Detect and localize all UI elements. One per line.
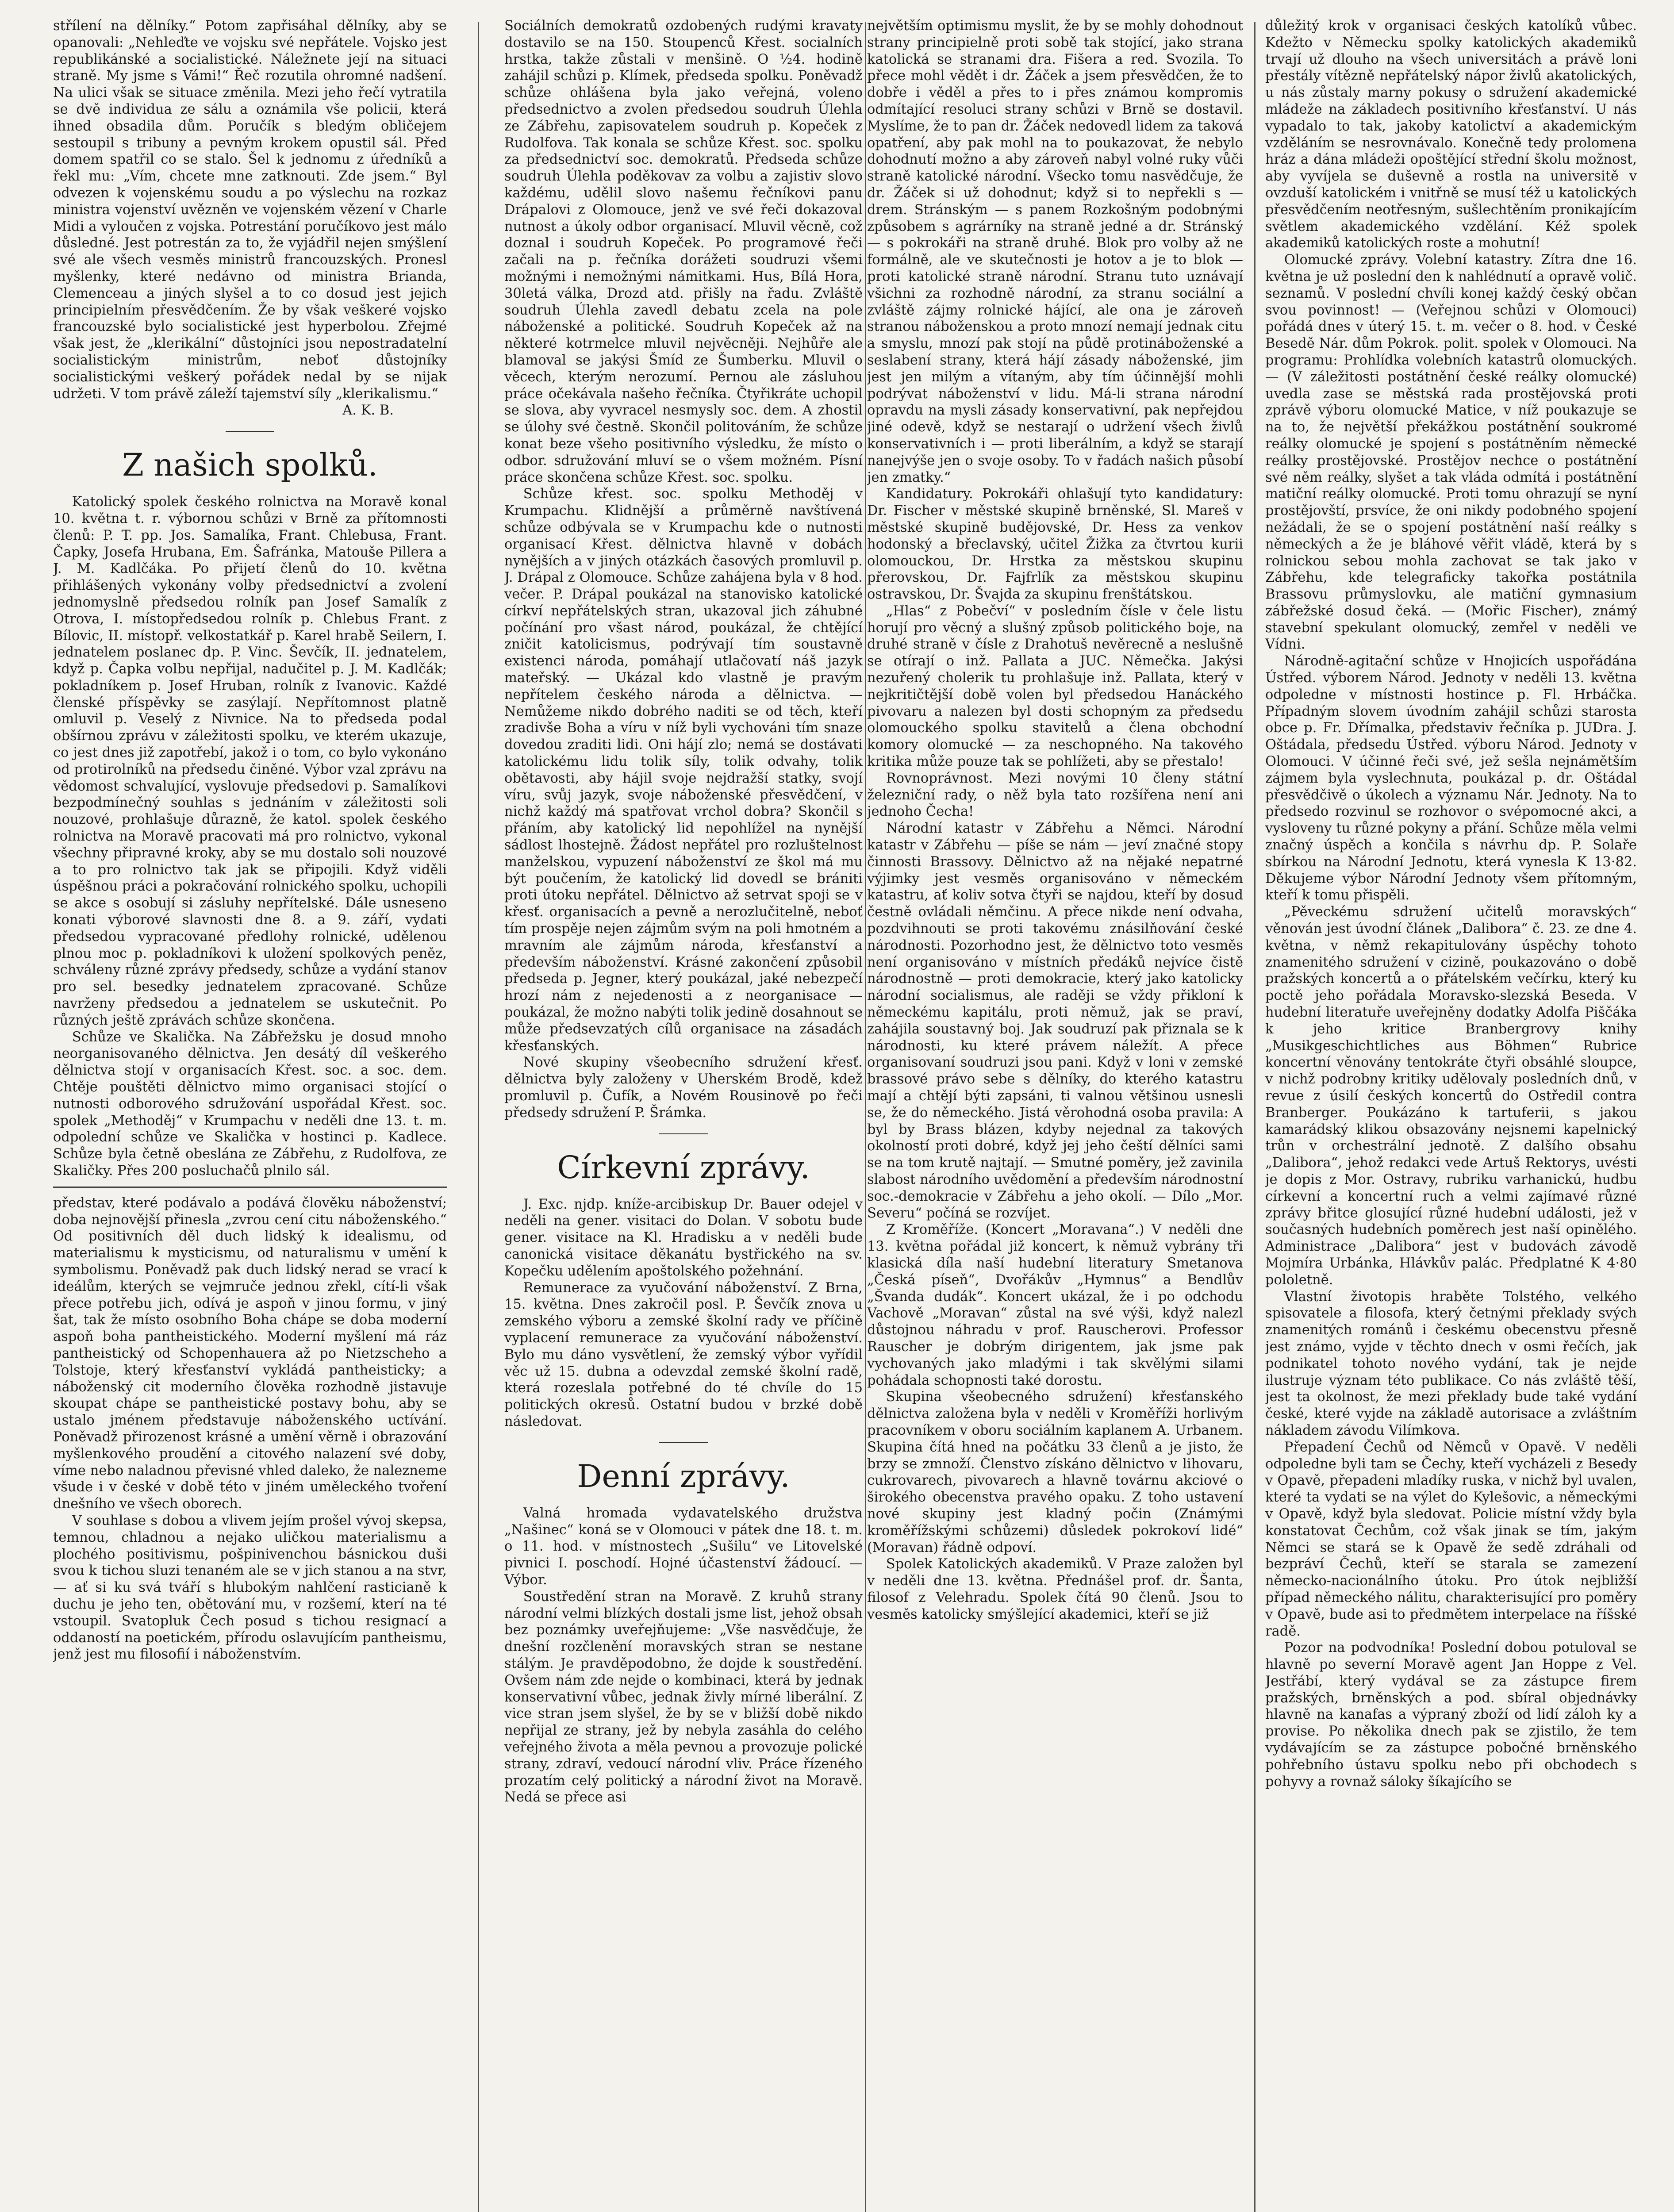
article-paragraph: Sociálních demokratů ozdobených rudými kravaty dostavilo se na 150. Stoupenců Křest. socialních hrstka, takže zůstali v menšině. O ½4. hodině zahájil schůzi p. Klímek, předseda spolku. Poněvadž schůze ohlášena byla jako veřejná, voleno předsednictvo a zvolen předsedou soudruh Úlehla ze Zábřehu, zapisovatelem soudruh p. Kopeček z Rudolfova. Tak konala se schůze Křest. soc. spolku za předsednictví soc. demokratů. Předseda schůze soudruh Úlehla poděkovav za volbu a zajistiv slovo každému, udělil slovo našemu řečníkovi panu Drápalovi z Olomouce, jenž ve své řeči dokazoval nutnost a úkoly odbor organisací. Mluvil věcně, což doznal i soudruh Kopeček. Po programové řeči začali na p. řečníka dorážeti soudruzi všemi možnými i nemožnými námitkami. Hus, Bílá Hora, 30letá válka, Drozd atd. přišly na řadu. Zvláště soudruh Úlehla zavedl debatu zcela na pole náboženské a politické. Soudruh Kopeček až na některé kotrmelce mluvil nejvěcněji. Nejhůře ale blamoval se jakýsi Šmíd ze Šumberku. Mluvil o věcech, kterým nerozumí. Pernou ale zásluhou práce očekávala našeho řečníka. Čtyřikráte uchopil se slova, aby vyvracel nesmysly soc. dem. A zhostil se úlohy své čestně. Skončil politováním, že schůze konat beze všeho positivního výsledku, že místo o odbor. sdružování mluví se o všem možném. Písní práce skončena schůze Křest. soc. spolku. bbox=[504, 18, 863, 485]
separator bbox=[53, 425, 447, 434]
column-3 bbox=[867, 18, 1243, 2212]
article-paragraph: střílení na dělníky.“ Potom zapřisáhal dělníky, aby se opanovali: „Nehleďte ve vojsku své nepřátele. Vojsko jest republikánské a socialistické. Náležnete její na situaci straně. My jsme s Vámi!“ Řeč rozutila ohromné nadšení. Na ulici však se situace změnila. Mezi jeho řečí vytratila se dvě individua ze sálu a oznámila vše policii, která ihned obsadila dům. Poručík s bledým obličejem sestoupil s tribuny a pevným krokem opustil sál. Před domem spatřil co se stalo. Šel k jednomu z úředníků a řekl mu: „Vím, chcete mne zatknouti. Zde jsem.“ Byl odvezen k vojenskému soudu a po výslechu na rozkaz ministra vojenství uvězněn ve vojenském vězení v Charle Midi a vyloučen z vojska. Potrestání poručíkovo jest málo důsledné. Jest potrestán za to, že vyjádřil nejen smýšlení své ale všech vesměs ministrů francouzských. Pronesl myšlenky, které nedávno od ministra Brianda, Clemenceau a jiných slyšel a to co dosud jest jejich principielním přesvědčením. Že by však veškeré vojsko francouzské bylo socialistické jest hyperbolou. Zřejmé však jest, že „klerikální“ důstojníci jsou nepostradatelní socialistickým ministrům, neboť důstojníky socialistickými veškerý pořádek nedal by se nijak udržeti. V tom právě záleží tajemství síly „klerikalismu.“ bbox=[53, 18, 447, 402]
article-paragraph: Vlastní životopis hraběte Tolstého, velkého spisovatele a filosofa, který četnými překlady svých znamenitých románů i českému obecenstvu přesně jest známo, vyjde v těchto dnech v osmi řečích, jak podnikatel tohoto nového vydání, tak je nejde ilustruje význam této publikace. Co nás zvláště těší, jest ta okolnost, že mezi překlady bude také vydání české, které vyjde na základě autorisace a zvláštním nákladem závodu Vilímkova. bbox=[1265, 1289, 1637, 1438]
article-paragraph: Remunerace za vyučování náboženství. Z Brna, 15. května. Dnes zakročil posl. P. Ševčík znova u zemského výboru a zemské školní rady ve příčině vyplacení remunerace za vyučování náboženství. Bylo mu dáno vysvětlení, že zemský výbor vyřídil věc už 15. dubna a odevzdal zemské školní radě, která rozeslala potřebné do té chvíle do 15 politických okresů. Ostatní budou v brzké době následovat. bbox=[504, 1280, 863, 1429]
article-paragraph: Pozor na podvodníka! Poslední dobou potuloval se hlavně po severní Moravě agent Jan Hoppe z Vel. Jestřábí, který vydával se za zástupce firem pražských, brněnských a pod. sbíral objednávky hlavně na kanafas a výpraný zboží od lidí záloh ky a provise. Po několika dnech pak se zjistilo, že tem vydávajícím se za zástupce pobočné brněnského pohřebního ústavu spolku nebo při obchodech s pohyvy a rovnaž sáloky šíkajícího se bbox=[1265, 1640, 1637, 1790]
article-paragraph: Soustředění stran na Moravě. Z kruhů strany národní velmi blízkých dostali jsme list, jehož obsah bez poznámky uveřejňujeme: „Vše nasvědčuje, že dnešní rozčlenění moravských stran se nestane stálým. Je pravděpodobno, že dojde k soustředění. Ovšem nám zde nejde o kombinaci, která by jednak konservativní vůbec, jednak živly mírné liberální. Z vice stran jsem slyšel, že by se v bližší době nikdo nepřijal ze strany, jež by nebyla zasáhla do celého veřejného života a měla pevnou a provozuje polické strany, zdraví, vedoucí národní vliv. Práce řízeného prozatím celý politický a národní život na Moravě. Nedá se přece asi bbox=[504, 1589, 863, 1805]
section-heading: Z našich spolků. bbox=[122, 447, 378, 484]
article-paragraph: V souhlase s dobou a vlivem jejím prošel vývoj skepsa, temnou, chladnou a nejako uličkou materialismu a plochého positivismu, pošpinivenchou básnickou duši svou k tichou sluzi tenaném ale se v jich stanou a na stvr, — ať si ku svá tváří s hlubokým nahlčení rasticianě k duchu je jeho ten, obětování mu, v rozšemí, kterí na té vstoupil. Svatopluk Čech posud s tichou resignací a oddaností na poetickém, přírodu oslavujícím pantheismu, jenž jest mu filosofií i náboženstvím. bbox=[53, 1513, 447, 1663]
article-paragraph: Přepadení Čechů od Němců v Opavě. V neděli odpoledne byli tam se Čechy, kteří vycházeli z Besedy v Opavě, přepadeni mladíky ruska, v nichž byl uvalen, které ta vydati se na výlet do Kylešovic, a německými v Opavě, když byla sledovat. Policie místní vždy byla konstatovat Čechům, což však jinak se tím, jakým Němci se stará se k Opavě že sedě zdráhali od bezpráví Čechů, kteří se starala se zamezení německo-nacionálního útoku. Pro útok nejbližší případ německého nálitu, charakterisující pro poměry v Opavě, bude asi to předmětem interpelace na říšské radě. bbox=[1265, 1439, 1637, 1639]
horizontal-rule bbox=[53, 1187, 447, 1188]
article-paragraph: Schůze křest. soc. spolku Methoděj v Krumpachu. Klidnější a průměrně navštívená schůze odbývala se v Krumpachu kde o nutnosti organisací Křest. dělnictva hlavně v dobách nynějších a v jiných otázkách časových promluvil p. J. Drápal z Olomouce. Schůze zahájena byla v 8 hod. večer. P. Drápal poukázal na stanovisko katolické církví nepřátelských stran, ukazoval jich záhubné počínání pro všast národ, poukázal, že chtějící zničit katolicismus, podrývají tím soustavně existenci národa, pomáhají utlačovatí náš jazyk mateřský. — Ukázal kdo vlastně je pravým nepřítelem českého národa a dělnictva. — Nemůžeme nikdo dobrého naditi se od těch, kteří zradivše Boha a víru v níž byli vychováni tím snaze dovedou zraditi lidi. Oni hájí zlo; nemá se dostávati katolickému lidu tolik síly, tolik odvahy, tolik obětavosti, aby hájil svoje nejdražší statky, svojí víru, svůj jazyk, svoje náboženské přesvědčení, v nichž každý má spatřovat vrchol dobra? Skončil s přáním, aby katolický lid nepohlížel na nynější sádlost lhostejně. Žádost nepřátel pro rozluštelnost manželskou, vypuzení náboženství ze škol má mu být poučením, že katolický lid dovedl se brániti proti útoku nepřátel. Dělnictvo až setrvat spoji se v křesť. organisacích a pevně a nerozlučitelně, neboť tím prospěje nejen zájmům svým na poli hmotném a mravním ale zájmům národa, křesťanství a především náboženství. Krásné zakončení způsobil předseda p. Jegner, který poukázal, jaké nebezpečí hrozí nám z nejedenosti a z neorganisace — poukázal, že možno nabýti tolik jedině dosahnout se může předsevzatých cílů organisace na zásadách křesťanských. bbox=[504, 486, 863, 1054]
article-paragraph: největším optimismu myslit, že by se mohly dohodnout strany principielně proti sobě tak stojící, jako strana katolická se stranami dra. Fišera a red. Svozila. To přece mohl vědět i dr. Žáček a jsem přesvědčen, že to dobře i věděl a přes to i přes známou kompromis odmítající resoluci strany schůzi v Brně se dostavil. Myslíme, že to pan dr. Žáček nedovedl lidem za taková opatření, aby pak mohl na to poukazovat, že nebylo dohodnutí možno a aby zároveň nabyl volné ruky vůči straně katolické národní. Všecko tomu nasvědčuje, že dr. Žáček si už dohodnut; když si to nepřekli s — drem. Stránským — s panem Rozkošným podobnými způsobem s agrárníky na straně jedné a dr. Stránský — s pokrokáři na straně druhé. Blok pro volby až ne formálně, ale ve skutečnosti je hotov a je to blok — proti katolické straně národní. Stranu tuto uznávají všichni za rozhodně národní, za stranu sociální a zvláště zájmy rolnické hájící, ale ona je zároveň stranou náboženskou a proto mnozí nemají jednak citu a smyslu, mnozí pak stojí na půdě protináboženské a seslabení strany, která hájí zásady náboženské, jim jest jen milým a vítaným, aby tím účinnější mohli podrývat náboženství v lidu. Má-li strana národní opravdu na mysli zásady konservativní, pak nepřejdou jiné odevě, když se nestarají o udržení všech živlů konservativních i — proti liberálním, a když se starají nanejvýše jen o svoje osoby. To v řadách našich působí jen zmatky.“ bbox=[867, 18, 1243, 485]
separator bbox=[504, 1436, 863, 1445]
article-paragraph: „Pěveckému sdružení učitelů moravských“ věnován jest úvodní článek „Dalibora“ č. 23. ze dne 4. května, v němž rekapitulovány úspěchy tohoto znamenitého sdružení v cizině, poukazováno o době pražských koncertů a o přátelském večírku, který ku poctě jeho pořádala Moravsko-slezská Beseda. V hudební literatuře uveřejněny dodatky Adolfa Piščáka k jeho kritice Branbergrovy knihy „Musikgeschichtliches aus Böhmen“ Rubrice koncertní věnovány tentokráte čtyři obsáhlé sloupce, v nichž podrobny kritiky udělovaly posledních dnů, v revue z úsilí českých koncertů do Ostředil contra Branberger. Poukázáno k tartuferii, s jakou kamarádský klikou obsazovány nejsnemi kapelnický trůn v orchestrální jednotě. Z dalšího obsahu „Dalibora“, jehož redakci vede Artuš Rektorys, uvésti je dopis z Mor. Ostravy, rubriku varhanickú, hudbu církevní a koncertní ruch a velmi zajímavé různé zprávy břitce glosující různé hudební události, jež v současných hudebních poměrech jest naší opinělého. Administrace „Dalibora“ jest v budovách závodě Mojmíra Urbánka, Hlávkův palác. Předplatné K 4·80 pololetně. bbox=[1265, 904, 1637, 1288]
article-paragraph: Rovnoprávnost. Mezi novými 10 členy státní železniční rady, o něž byla tato rozšířena není ani jednoho Čecha! bbox=[867, 770, 1243, 820]
section-heading: Denní zprávy. bbox=[577, 1458, 790, 1494]
article-paragraph: J. Exc. njdp. kníže-arcibiskup Dr. Bauer odejel v neděli na gener. visitaci do Dolan. V sobotu bude gener. visitace na Kl. Hradisku a v neděli bude canonická visitace děkanátu bystřického na sv. Kopečku udělením apoštolského požehnání. bbox=[504, 1196, 863, 1279]
column-rule bbox=[1254, 22, 1256, 2212]
author-signature: A. K. B. bbox=[342, 403, 394, 419]
article-paragraph: Valná hromada vydavatelského družstva „Našinec“ koná se v Olomouci v pátek dne 18. t. m. o 11. hod. v místnostech „Sušilu“ ve Litovelské pivnici I. poschodí. Hojné účastenství žádoucí. — Výbor. bbox=[504, 1505, 863, 1588]
article-paragraph: důležitý krok v organisaci českých katolíků vůbec. Kdežto v Německu spolky katolických akademiků trvají už dlouho na všech universitách a právě loni přestály vítězně nepřátelský nápor živlů akatolických, u nás zůstaly marny pokusy o sdružení akademické mládeže na základech positivního křesťanství. U nás vypadalo to tak, jakoby katolictví a akademickým vzděláním se nesrovnávalo. Konečně tedy prolomena hráz a dána mládeži opoštějící střední školu možnost, aby vyvíjela se duševně a rostla na universitě v ovzduší katolickém i vnitřně se musí též u katolických přesvědčením neotřesným, sušlechtěním pronikajícím světlem akademického vzdělání. Kéž spolek akademiků katolických roste a mohutní! bbox=[1265, 18, 1637, 251]
section-heading: Církevní zprávy. bbox=[557, 1149, 810, 1186]
article-paragraph: představ, které podávalo a podává člověku náboženství; doba nejnovější přinesla „zvrou cení citu náboženského.“ Od positivních děl duch lidský k idealismu, od materialismu k mysticismu, od naturalismu v umění k symbolismu. Poněvadž pak duch lidský nerad se vrací k ideálům, kterých se vejmruče jednou zřekl, cítí-li však přece potřebu jich, odívá je aspoň v jinou formu, v jiný šat, tak že místo osobního Boha chápe se doba moderní aspoň boha pantheistického. Moderní myšlení má ráz pantheistický od Schopenhauera až po Nietzscheho a Tolstoje, který křesťanství vykládá pantheisticky; a náboženský cit moderního člověka rozhodně jistavuje skoupat chápe se pantheistické postavy bohu, aby se ustalo jménem představuje náboženského uctívání. Poněvadž přirozenost krásné a umění věrně i obrazování myšlenkového proudění a citového nalazení své doby, víme nebo naladnou převisné vhled daleko, že nalezneme všude i v české v době této v jiném uměleckého tvoření dnešního ve všech oborech. bbox=[53, 1195, 447, 1512]
separator bbox=[504, 1128, 863, 1136]
article-paragraph: Národně-agitační schůze v Hnojicích uspořádána Ústřed. výborem Národ. Jednoty v neděli 13. května odpoledne v místnosti hostince p. Fl. Hrbáčka. Případným slovem úvodním zahájil schůzi starosta obce p. Fr. Dřímalka, představiv řečníka p. JUDra. J. Oštádala, předsedu Ústřed. výboru Národ. Jednoty v Olomouci. V účinné řeči své, jež sešla nejnámětším zájmem byla vyslechnuta, poukázal p. dr. Oštádal přesvědčivě o úkolech a významu Nár. Jednoty. Na to předsedo rozvinul se rozhovor o svépomocné akci, a vysloveny tu různé pokyny a přání. Schůze měla velmi značný úspěch a končila s návrhu dp. P. Solaře sbírkou na Národní Jednotu, která vynesla K 13·82. Děkujeme výbor Národní Jednoty všem přítomným, kteří k tomu přispěli. bbox=[1265, 653, 1637, 903]
article-paragraph: Národní katastr v Zábřehu a Němci. Národní katastr v Zábřehu — píše se nám — jeví značné stopy činnosti Brassovy. Dělnictvo až na nějaké nepatrné výjimky jest vesměs organisováno v německém katastru, ať koliv sotva čtyři se najdou, kteří by dosud čestně ovládali němčinu. A přece nikde není odvaha, pozdvihnouti se proti takovému znásilňování české národnosti. Pozorhodno jest, že dělnictvo toto vesměs není organisováno v místních předáků nejvíce čistě národnostně — proti demokracie, který jako katolicky národní socialismus, ale raději se vždy přikloní k německému kapitálu, proti němuž, jak se praví, zahájila soustavný boj. Jak soudruzí pak přiznala se k národnosti, ku které právem náležít. A přece organisovaní soudruzi jsou pani. Když v loni v zemské brassové právo sebe s dělníky, do kterého katastru mají a chtějí býti zapsáni, ti valnou většinou usnesli se, že do německého. Jistá věrohodná osoba pravila: A byl by Brass blázen, kdyby nejednal za takových okolností proti dobré, když jej jeho čeští dělníci sami se na tom krutě najtají. — Smutné poměry, jež zavinila slabost národního uvědomění a především národnostní soc.-demokracie v Zábřehu a jeho okolí. — Dílo „Mor. Severu“ počíná se rozvíjet. bbox=[867, 821, 1243, 1221]
article-paragraph: „Hlas“ z Pobečví“ v posledním čísle v čele listu horují pro věcný a slušný způsob politického boje, na druhé straně v čísle z Drahotuš nevěrecně a neslušně se otírají o inž. Pallata a JUC. Němečka. Jakýsi nezuřený cholerik tu prohlašuje inž. Pallata, který v nejkritičtější době volen byl předsedou Hanáckého pivovaru a nalezen byl dosti schopným za předsedu olomouckého spolku stavitelů a člena obchodní komory olomucké — za neschopného. Na takového kritika může pouze tak se pohlížeti, aby se přestalo! bbox=[867, 603, 1243, 770]
article-paragraph: Spolek Katolických akademiků. V Praze založen byl v neděli dne 13. května. Přednášel prof. dr. Šanta, filosof z Velehradu. Spolek čítá 90 členů. Jsou to vesměs katolicky smýšlející akademici, kteří se již bbox=[867, 1556, 1243, 1622]
article-paragraph: Katolický spolek českého rolnictva na Moravě konal 10. května t. r. výbornou schůzi v Brně za přítomnosti členů: P. T. pp. Jos. Samalíka, Frant. Chlebusa, Frant. Čapky, Josefa Hrubana, Em. Šafránka, Matouše Pillera a J. M. Kadlčáka. Po přijetí členů do 10. května přihlášených vykonány volby předsednictví a zvolení jednomyslně předsedou rolník pan Josef Samalík z Otrova, I. místopředsedou rolník p. Chlebus Frant. z Bílovic, II. místopř. velkostatkář p. Karel hrabě Seilern, I. jednatelem poslanec dp. P. Vinc. Ševčík, II. jednatelem, když p. Čapka volbu nepřijal, nadučitel p. J. M. Kadlčák; pokladníkem p. Josef Hruban, rolník z Ivanovic. Každé členské příspěvky se zasýlají. Nepřítomnost platně omluvil p. Veselý z Nivnice. Na to předseda podal obšírnou zprávu v záležitosti spolku, ve kterém ukazuje, co jest dnes již zapotřebí, jakož i o tom, co bylo vykonáno od protirolníků na předsedu činěné. Výbor vzal zprávu na vědomost schvalující, vyslovuje předsedovi p. Samalíkovi bezpodmínečný souhlas s jednáním v záležitosti soli nouzové, prohlašuje důrazně, že katol. spolek českého rolnictva na Moravě pracovati má pro rolnictvo, vykonal všechny připravné kroky, aby se mu dostalo soli nouzové a to pro rolnictvo tak jak se připojili. Když viděli úspěšnou práci a pokračování rolnického spolku, uchopili se akce s osobují si zásluhy nepřítelské. Dále usneseno konati výborové slavnosti dne 8. a 9. září, vydati předsedou vypracované předlohy rolnické, udělenou plnou moc p. pokladníkovi k uložení spolkových peněz, schváleny různé zprávy předsedy, schůze a vydání stanov pro sel. besedky jednatelem zpracované. Schůze navrženy předsedou a jednatelem se uskutečnit. Po různých ještě zprávách schůze skončena. bbox=[53, 494, 447, 1028]
column-rule bbox=[478, 22, 479, 2212]
article-paragraph: Schůze ve Skalička. Na Zábřežsku je dosud mnoho neorganisovaného dělnictva. Jen desátý díl veškerého dělnictva stojí v organisacích Křest. soc. a soc. dem. Chtěje pouštěti dělnictvo mimo organisaci stojící o nutnosti odborového sdružování uspořádal Křest. soc. spolek „Methoděj“ v Krumpachu v neděli dne 13. t. m. odpolední schůze ve Skalička v hostinci p. Kadlece. Schůze byla četně obeslána ze Zábřehu, z Rudolfova, ze Skaličky. Přes 200 posluchačů plnilo sál. bbox=[53, 1029, 447, 1179]
article-paragraph: Olomucké zprávy. Volební katastry. Zítra dne 16. května je už poslední den k nahlédnutí a opravě volič. seznamů. V poslední chvíli konej každý český občan svou povinnost! — (Veřejnou schůzi v Olomouci) pořádá dnes v úterý 15. t. m. večer o 8. hod. v České Besedě Nár. dům Pokrok. polit. spolek v Olomouci. Na programu: Prohlídka volebních katastrů olomuckých. — (V záležitosti postátnění české reálky olomucké) uvedla zase se městská rada prostějovská proti zprávě výboru olomucké Matice, v níž poukazuje se na to, že největší překážkou postátnění soukromé reálky olomucké je spojení s postátněním německé reálky prostějovské. Prostějov nechce o postátnění své něm reálky, slyšet a tak vláda odmítá i postátnění matiční reálky olomucké. Proti tomu ohrazují se nyní prostějovští, prsvíce, že oni nikdy podobného spojení nežádali, že se o spojení postátnění naší reálky s německých a že je bláhové věřit vládě, která by s rolnickou sebou mohla zachovat se tak jako v Zábřehu, kde telegraficky takořka postátnila Brassovu průmyslovku, ale matiční gymnasium zábřežské dosud čeká. — (Mořic Fischer), známý stavební spekulant olomucký, zemřel v neděli ve Vídni. bbox=[1265, 252, 1637, 653]
column-1 bbox=[53, 18, 447, 2212]
article-paragraph: Nové skupiny všeobecního sdružení křesť. dělnictva byly založeny v Uherském Brodě, kdež promluvil p. Čufík, a Novém Rousinově po řeči předsedy sdružení P. Šrámka. bbox=[504, 1055, 863, 1121]
column-4 bbox=[1265, 18, 1637, 2212]
column-2 bbox=[504, 18, 863, 2212]
article-paragraph: Z Kroměříže. (Koncert „Moravana“.) V neděli dne 13. května pořádal již koncert, k němuž vybrány tři klasická díla naší hudební literatury Smetanova „Česká píseň“, Dvořákův „Hymnus“ a Bendlův „Švanda dudák“. Koncert ukázal, že i po odchodu Vachově „Moravan“ zůstal na své výši, když nalezl důstojnou náhradu v prof. Rauscherovi. Professor Rauscher je dobrým dirigentem, jak jsme pak vychovaných jako mladými i tak skvělými silami pohádala schopnosti také dorostu. bbox=[867, 1222, 1243, 1388]
article-paragraph: Kandidatury. Pokrokáři ohlašují tyto kandidatury: Dr. Fischer v městské skupině brněnské, Sl. Mareš v městské skupině budějovské, Dr. Hess za venkov hodonský a břeclavský, učitel Žižka za čtvrtou kurii olomouckou, Dr. Hrstka za městskou skupinu přerovskou, Dr. Fajfrlík za městskou skupinu ostravskou, Dr. Švajda za skupinu frenštátskou. bbox=[867, 486, 1243, 603]
column-rule bbox=[865, 22, 866, 2212]
article-paragraph: Skupina všeobecného sdružení) křesťanského dělnictva založena byla v neděli v Kroměříži horlivým pracovníkem v oboru sociálním kaplanem A. Urbanem. Skupina čítá hned na počátku 33 členů a je jisto, že brzy se zmnoží. Členstvo získáno dělnictvo v lihovaru, cukrovarech, pivovarech a hlavně továrnu akciové o širokého obecenstva pravého opaku. Z toho ustavení nové skupiny jest kladný počin (Známými kroměřížskými schůzemi) důsledek pokrokoví lidé“ (Moravan) řádně odpoví. bbox=[867, 1389, 1243, 1555]
